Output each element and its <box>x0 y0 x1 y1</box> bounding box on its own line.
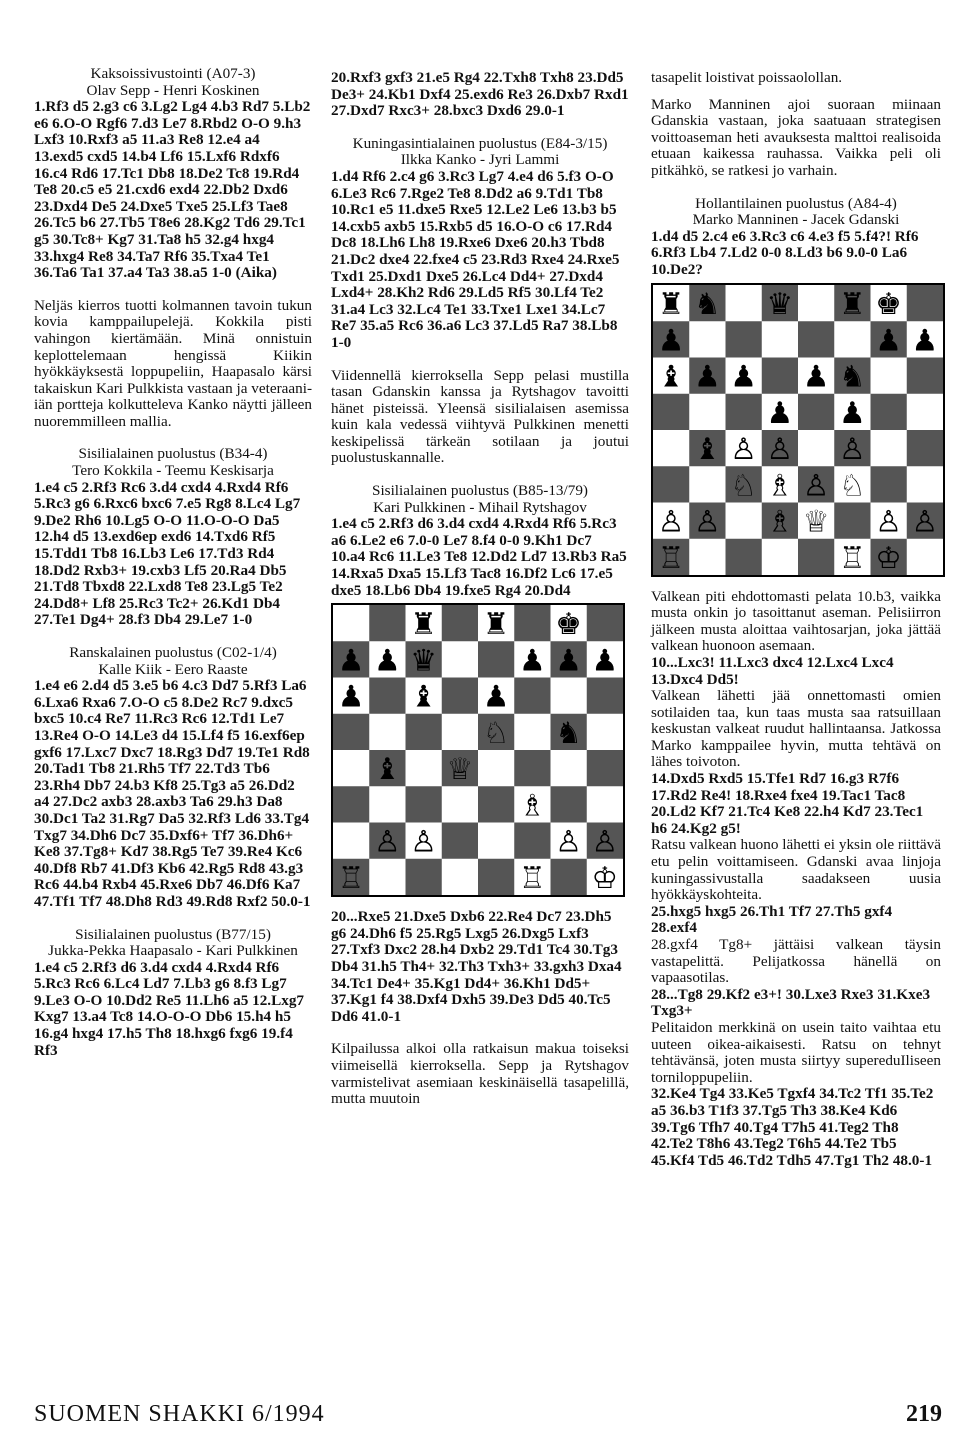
svg-text:♗ <box>767 504 794 539</box>
svg-text:♙ <box>767 432 794 467</box>
game-moves: 1.e4 c5 2.Rf3 d6 3.d4 cxd4 4.Rxd4 Rf6 5.Rc3 Rc6 6.Lc4 Ld7 7.Lb3 g6 8.f3 Lg7 9.Le3 O-O 10.Dd2 Re5 11.Lh6 a5 12.Lxg7 Kxg7 13.a4 Tc8 14.O-O-O Db6 15.h4 h5 16.g4 hxg4 17.h5 Th8 18.hxg6 fxg6 19.f4 Rf3 <box>34 958 308 1059</box>
svg-text:♟ <box>839 395 866 430</box>
svg-text:♞ <box>694 287 721 322</box>
svg-text:♝ <box>410 680 437 715</box>
svg-text:♖ <box>519 861 546 895</box>
svg-text:♙ <box>658 504 685 539</box>
game-title: Hollantilainen puolustus (A84-4) <box>695 194 897 212</box>
game-moves: 20...Rxe5 21.Dxe5 Dxb6 22.Re4 Dc7 23.Dh5 g6 24.Dh6 f5 25.Rg5 Lxg5 26.Dxg5 Lxf3 27.Txf3 Dxc2 28.h4 Dxb2 29.Td1 Tc4 30.Tg3 Db4 31.h5 Th4+ 32.Th3 Txh3+ 33.gxh3 Dxa4 34.Tc1 De4+ 35.Kg1 Dd4+ 36.Kh1 Dd5+ 37.Kg1 f4 38.Dxf4 Dxh5 39.De3 Dd5 40.Tc5 Dd6 41.0-1 <box>331 908 626 1025</box>
svg-text:♙ <box>592 825 619 860</box>
game-moves: 1.Rf3 d5 2.g3 c6 3.Lg2 Lg4 4.b3 Rd7 5.Lb2 e6 6.O-O Rgf6 7.d3 Le7 8.Rbd2 O-O 9.h3 Lxf3 10.Rxf3 a5 11.a3 Re8 12.e4 a4 13.exd5 cxd5 14.b4 Lf6 15.Lxf6 Rdxf6 16.c4 Rd6 17.Tc1 Db8 18.De2 Tc8 19.Rd4 Te8 20.c5 e5 21.cxd6 exd4 22.Db2 Dxd6 23.Dxd4 De5 24.Dxe5 Txe5 25.Lf3 Tae8 26.Tc5 b6 27.Tb5 T8e6 28.Kg2 Td6 29.Tc1 g5 30.Tc8+ Kg7 31.Ta8 h5 32.g4 hxg4 33.hxg4 Re8 34.Ta7 Rf6 35.Txa4 Te1 36.Ta6 Ta1 37.a4 Ta3 38.a5 1-0 (Aika) <box>34 98 315 282</box>
svg-text:♗ <box>767 468 794 503</box>
game-players: Olav Sepp - Henri Koskinen <box>86 81 260 99</box>
svg-text:♙ <box>839 432 866 467</box>
svg-text:♘ <box>483 716 510 751</box>
game-title: Sisilialainen puolustus (B34-4) <box>78 445 268 463</box>
svg-text:♟ <box>912 323 939 358</box>
game-players: Marko Manninen - Jacek Gdanski <box>692 211 900 229</box>
game-moves: 1.d4 d5 2.c4 e6 3.Rc3 c6 4.e3 f5 5.f4?! Rf6 6.Rf3 Lb4 7.Ld2 0-0 8.Ld3 b6 9.0-0 La6 10.De2? <box>651 227 923 278</box>
svg-text:♙ <box>803 468 830 503</box>
svg-text:♟ <box>519 643 546 678</box>
commentary: Kilpailussa alkoi olla ratkaisun makua toiseksi viimeisellä kierroksella. Sepp ja Rytshagov varmistelivat asemiaan keskinäisellä tasapelillä, mutta muutoin <box>331 1040 633 1108</box>
game-moves: 32.Ke4 Tg4 33.Ke5 Tgxf4 34.Tc2 Tf1 35.Te2 a5 36.b3 T1f3 37.Tg5 Th3 38.Ke4 Kd6 39.Tg6 Tfh7 40.Tg4 T7h5 41.Teg2 Th8 42.Te2 T8h6 43.Teg2 T6h5 44.Te2 Tb5 45.Kf4 Td5 46.Td2 Tdh5 47.Tg1 Th2 48.0-1 <box>651 1085 938 1169</box>
commentary: Viidennellä kierroksella Sepp pelasi mustilla tasan Gdanskin kanssa ja Rytshagov tavoitti hänet pisteissä. Yleensä sisilialaisen asemissa kuin kala vedessä viihtyvä Pulkkinen menetti keskipelissä tärkeän sotilaan ja joutui puolustuskannalle. <box>331 366 633 467</box>
commentary: Marko Manninen ajoi suoraan miinaan Gdanskia vastaan, joka saatuaan strategisen voittoaseman heti avauksesta malttoi realisoida etuaan kaikessa rauhassa. Vaikka peli oli pitkähkö, se ratkesi jo varhain. <box>651 95 945 179</box>
svg-text:♝ <box>694 432 721 467</box>
column-2 <box>331 69 633 1108</box>
svg-text:♕ <box>447 752 474 787</box>
commentary: Ratsu valkean huono lähetti ei yksin ole riittävä etu pelin voittamiseen. Gdanski avaa linjoja kuningassivustalla saadakseen uusia hyökkäyskohteita. <box>651 836 945 904</box>
svg-text:♟ <box>730 359 757 394</box>
commentary: 28.gxf4 Tg8+ jättäisi valkean täysin vastapelittä. Pelijatkossa hänellä on vapaasotilas. <box>651 936 945 987</box>
game-title: Kaksoissivustointi (A07-3) <box>90 65 256 82</box>
svg-text:♘ <box>730 468 757 503</box>
commentary: tasapelit loistivat poissaolollan. <box>651 69 843 86</box>
game-players: Ilkka Kanko - Jyri Lammi <box>400 151 560 169</box>
svg-text:♖ <box>338 861 365 895</box>
game-moves: 20.Rxf3 gxf3 21.e5 Rg4 22.Txh8 Txh8 23.Dd5 De3+ 24.Kb1 Dxf4 25.exd6 Re3 26.Dxb7 Rxd1 27.Dxd7 Rxc3+ 28.bxc3 Dxd6 29.0-1 <box>331 69 633 120</box>
svg-text:♘ <box>839 468 866 503</box>
game-moves: 1.d4 Rf6 2.c4 g6 3.Rc3 Lg7 4.e4 d6 5.f3 O-O 6.Le3 Rc6 7.Rge2 Te8 8.Dd2 a6 9.Td1 Tb8 10.Rc1 e5 11.dxe5 Rxe5 12.Le2 Le6 13.b3 b5 14.cxb5 axb5 15.Rxb5 d5 16.O-O c6 17.Rd4 Dc8 18.Lh6 Lh8 19.Rxe6 Dxe6 20.h3 Tbd8 21.Dc2 dxe4 22.fxe4 c5 23.Rd3 Rxe4 24.Rxe5 Txd1 25.Dxd1 Dxe5 26.Lc4 Dd4+ 27.Dxd4 Lxd4+ 28.Kh2 Rd6 29.Ld5 Rf5 30.Lf4 Te2 31.a4 Lc3 32.Lc4 Te1 33.Txe1 Lxe1 34.Lc7 Re7 35.a5 Rc6 36.a6 Lc3 37.Ld5 Ra7 38.Lb8 1-0 <box>331 167 624 351</box>
svg-text:♖ <box>658 540 685 574</box>
svg-text:♕ <box>803 504 830 539</box>
svg-text:♖ <box>839 540 866 574</box>
svg-text:♟ <box>803 359 830 394</box>
svg-text:♙ <box>694 504 721 539</box>
svg-text:♟ <box>592 643 619 678</box>
chess-diagram <box>651 283 945 577</box>
commentary: Pelitaidon merkkinä on usein taito vaihtaa etu uuteen oikea-aikaisesti. Ratsu on tehnyt tehtävänsä, joten musta siirtyy supereduIliseen torniloppupeliin. <box>651 1018 945 1086</box>
svg-text:♟ <box>555 643 582 678</box>
svg-text:♔ <box>875 540 902 574</box>
game-players: Tero Kokkila - Teemu Keskisarja <box>72 462 274 480</box>
svg-text:♟ <box>658 323 685 358</box>
svg-text:♟ <box>694 359 721 394</box>
game-players: Kalle Kiik - Eero Raaste <box>98 660 248 678</box>
game-title: Ranskalainen puolustus (C02-1/4) <box>69 644 277 661</box>
svg-text:♟ <box>338 680 365 715</box>
commentary: Neljäs kierros tuotti kolmannen tavoin tukun kovia kamppailupelejä. Kokkila pisti vahingon kiertämään. Minä onnistuin keplottelemaan hengissä Kiikin hyökkäyksestä loppupeliin, Haapasalo kärsi takaiskun Kari Pulkkista vastaan ja veteraani-iän portteja kolkutteleva Kanko näytti jälleen nuoremmilleen mallia. <box>34 296 316 430</box>
game-moves: 1.e4 e6 2.d4 d5 3.e5 b6 4.c3 Dd7 5.Rf3 La6 6.Lxa6 Rxa6 7.O-O c5 8.De2 Rc7 9.dxc5 bxc5 10.c4 Re7 11.Rc3 Rc6 12.Td1 Le7 13.Re4 O-O 14.Le3 d4 15.Lf4 f5 16.exf6ep gxf6 17.Lxc7 Dxc7 18.Rg3 Dd7 19.Te1 Rd8 20.Tad1 Tb8 21.Rh5 Tf7 22.Td3 Tb6 23.Rh4 Db7 24.b3 Kf8 25.Tg3 a5 26.Dd2 a4 27.Dc2 axb3 28.axb3 Ta6 29.h3 Da8 30.Dc1 Ta2 31.Rg7 Da5 32.Rf3 Ld6 33.Tg4 Txg7 34.Dh6 Dc7 35.Dxf6+ Tf7 36.Dh6+ Ke8 37.Tg8+ Kd7 38.Rg5 Te7 39.Re4 Kc6 40.Df8 Rb7 41.Df3 Kb6 42.Rg5 Rd8 43.g3 Rc6 44.b4 Rxb4 45.Rxe6 Db7 46.Df6 Ka7 47.Tf1 Tf7 48.Dh8 Rd3 49.Rd8 Rxf2 50.0-1 <box>34 677 314 910</box>
svg-text:♙ <box>374 825 401 860</box>
svg-text:♚ <box>555 607 582 642</box>
svg-text:♜ <box>410 607 437 642</box>
chessboard-diagram-2 <box>333 605 623 895</box>
game-title: Sisilialainen puolustus (B85-13/79) <box>372 482 588 500</box>
svg-text:♚ <box>875 287 902 322</box>
svg-text:♔ <box>592 861 619 895</box>
svg-text:♙ <box>912 504 939 539</box>
svg-text:♞ <box>839 359 866 394</box>
game-moves: 28...Tg8 29.Kf2 e3+! 30.Lxe3 Rxe3 31.Kxe3 Txg3+ <box>651 985 934 1020</box>
svg-text:♙ <box>875 504 902 539</box>
game-moves: 1.e4 c5 2.Rf3 Rc6 3.d4 cxd4 4.Rxd4 Rf6 5.Rc3 g6 6.Rxc6 bxc6 7.e5 Rg8 8.Lc4 Lg7 9.De2 Rh6 10.Lg5 O-O 11.O-O-O Da5 12.h4 d5 13.exd6ep exd6 14.Txd6 Rf5 15.Tdd1 Tb8 16.Lb3 Le6 17.Td3 Rd4 18.Dd2 Rxb3+ 19.cxb3 Lf5 20.Ra4 Db5 21.Td8 Tbxd8 22.Lxd8 Te8 23.Lg5 Te2 24.Dd8+ Lf8 25.Rc3 Tc2+ 26.Kd1 Db4 27.Te1 Dg4+ 28.f3 Db4 29.Le7 1-0 <box>34 478 304 629</box>
column-3 <box>651 69 945 1169</box>
svg-text:♜ <box>839 287 866 322</box>
page-number: 219 <box>906 1401 942 1427</box>
svg-text:♛ <box>767 287 794 322</box>
svg-text:♞ <box>555 716 582 751</box>
svg-text:♙ <box>730 432 757 467</box>
game-players: Kari Pulkkinen - Mihail Rytshagov <box>373 498 587 516</box>
svg-text:♜ <box>658 287 685 322</box>
footer-title: SUOMEN SHAKKI 6/1994 <box>34 1401 325 1427</box>
game-moves: 1.e4 c5 2.Rf3 d6 3.d4 cxd4 4.Rxd4 Rf6 5.Rc3 a6 6.Le2 e6 7.0-0 Le7 8.f4 0-0 9.Kh1 Dc7 10.a4 Rc6 11.Le3 Te8 12.Dd2 Ld7 13.Rb3 Ra5 14.Rxa5 Dxa5 15.Lf3 Tac8 16.Df2 Lc6 17.e5 dxe5 18.Lb6 Db4 19.fxe5 Rg4 20.Dd4 <box>331 515 631 599</box>
svg-text:♗ <box>519 788 546 823</box>
svg-text:♟ <box>483 680 510 715</box>
chessboard-diagram-3 <box>653 285 943 575</box>
svg-text:♛ <box>410 643 437 678</box>
game-title: Sisilialainen puolustus (B77/15) <box>75 925 271 943</box>
svg-text:♟ <box>338 643 365 678</box>
svg-text:♝ <box>374 752 401 787</box>
game-players: Jukka-Pekka Haapasalo - Kari Pulkkinen <box>48 942 298 960</box>
svg-text:♟ <box>767 395 794 430</box>
svg-text:♟ <box>374 643 401 678</box>
svg-text:♙ <box>410 825 437 860</box>
game-moves: 14.Dxd5 Rxd5 15.Tfe1 Rd7 16.g3 R7f6 17.Rd2 Re4! 18.Rxe4 fxe4 19.Tac1 Tac8 20.Ld2 Kf7 21.Tc4 Ke8 22.h4 Kd7 23.Tec1 h6 24.Kg2 g5! <box>651 770 928 837</box>
svg-text:♟ <box>875 323 902 358</box>
chess-diagram <box>331 603 625 897</box>
svg-text:♜ <box>483 607 510 642</box>
game-moves: 10...Lxc3! 11.Lxc3 dxc4 12.Lxc4 Lxc4 13.Dxc4 Dd5! <box>651 653 898 688</box>
game-moves: 25.hxg5 hxg5 26.Th1 Tf7 27.Th5 gxf4 28.exf4 <box>651 902 896 937</box>
svg-text:♝ <box>658 359 685 394</box>
svg-text:♙ <box>555 825 582 860</box>
game-title: Kuningasintialainen puolustus (E84-3/15) <box>352 134 608 152</box>
commentary: Valkean lähetti jää onnettomasti omien sotilaiden taa, kun taas musta saa ratsuillaan keskustan valkeat ruudut hallintaansa. Jatkossa Marko kamppailee hyvin, mutta tehtävä on lähes toivoton. <box>651 687 945 771</box>
commentary: Valkean piti ehdottomasti pelata 10.b3, vaikka musta onkin jo tasoittanut aseman. Pelisiirron jälkeen musta aloittaa vaihtosarjan, joka jättää valkean huonoon asemaan. <box>651 587 945 655</box>
column-1 <box>34 65 316 1059</box>
